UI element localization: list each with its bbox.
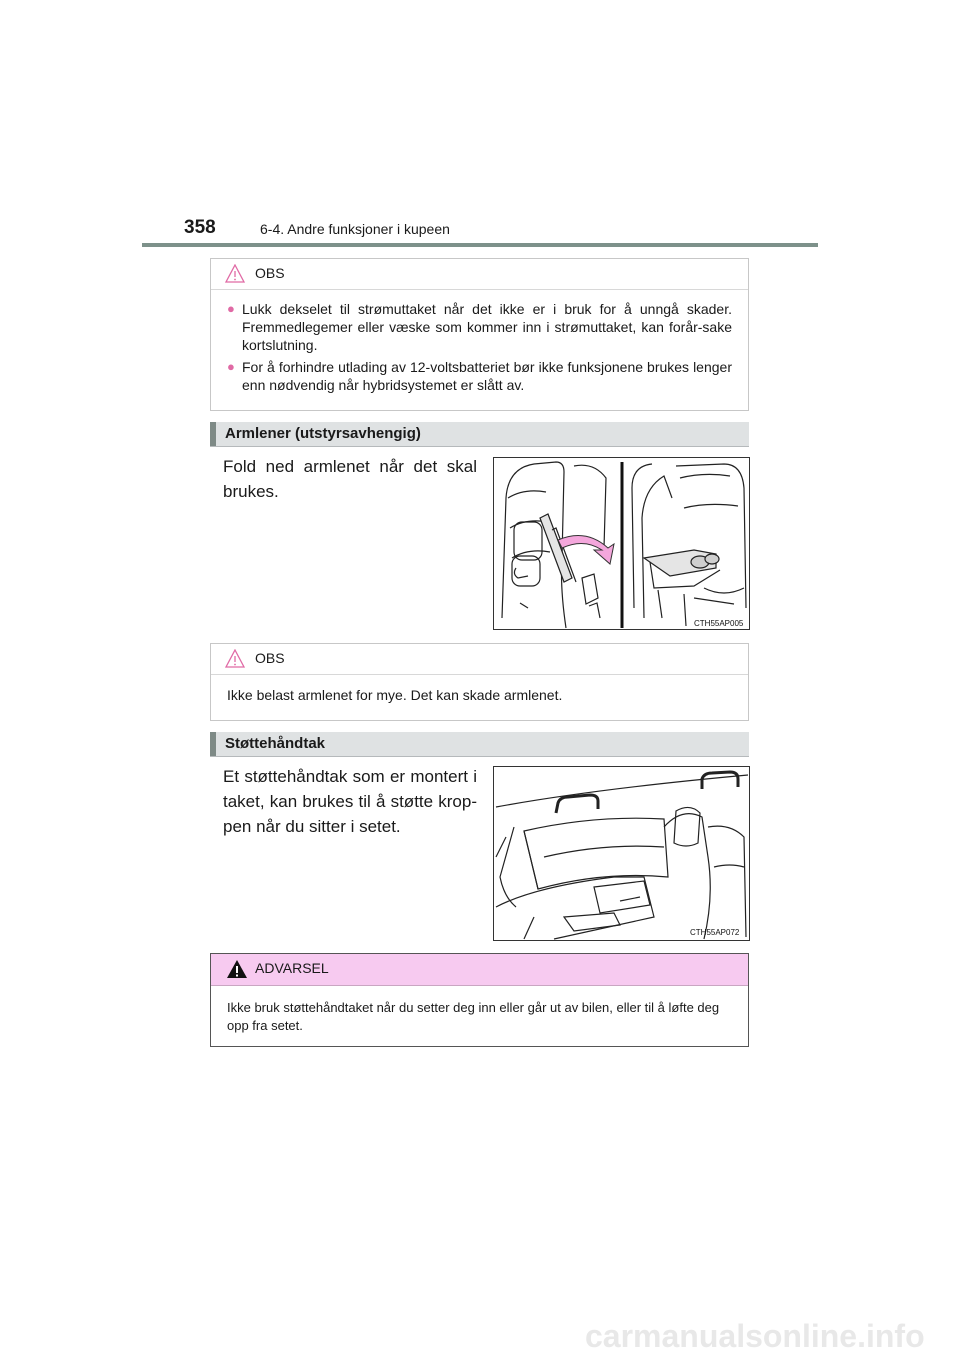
heading-marker — [210, 422, 216, 446]
caution-label: OBS — [255, 265, 285, 281]
caution-bullet-text: For å forhindre utlading av 12-voltsbatteriet bør ikke funksjonene brukes lenger enn nødvendig når hybridsystemet er slått av. — [242, 359, 732, 393]
section-title: 6-4. Andre funksjoner i kupeen — [260, 221, 450, 237]
armrest-illustration — [493, 457, 750, 630]
grip-figure-id: CTH55AP072 — [690, 928, 740, 937]
armrest-figure-id: CTH55AP005 — [694, 619, 744, 628]
warning-header — [211, 954, 748, 986]
armrest-instruction: Fold ned armlenet når det skal brukes. — [223, 457, 477, 501]
caution-bullet — [227, 358, 732, 394]
grip-description: Et støttehåndtak som er montert i taket, kan brukes til å støtte krop-pen når du sitter i setet. — [223, 767, 477, 836]
warning-label: ADVARSEL — [255, 960, 329, 976]
heading-marker — [210, 732, 216, 756]
caution-bullet-text: Lukk dekselet til strømuttaket når det ikke er i bruk for å unngå skader. Fremmedlegemer eller væske som kommer inn i strømuttaket, kan forår-sake kortslutning. — [242, 301, 732, 353]
header-rule — [142, 243, 818, 247]
caution-triangle-icon — [225, 264, 245, 283]
assist-grip-illustration — [493, 766, 750, 941]
caution-box-armrest — [210, 643, 749, 721]
grip-heading — [210, 732, 749, 757]
watermark: carmanualsonline.info — [585, 1318, 925, 1354]
caution-triangle-icon — [225, 649, 245, 668]
warning-text: Ikke bruk støttehåndtaket når du setter deg inn eller går ut av bilen, eller til å løfte deg opp fra setet. — [227, 1000, 720, 1033]
grip-heading-text: Støttehåndtak — [225, 735, 326, 752]
armrest-heading-text: Armlener (utstyrsavhengig) — [225, 425, 421, 442]
caution-header — [211, 644, 748, 675]
caution-bullet — [227, 300, 732, 354]
assist-grip-drawing — [494, 767, 749, 940]
bullet-dot-icon: ● — [227, 301, 235, 316]
caution-label: OBS — [255, 650, 285, 666]
armrest-heading — [210, 422, 749, 447]
bullet-dot-icon: ● — [227, 359, 235, 374]
caution-header — [211, 259, 748, 290]
warning-box-grip — [210, 953, 749, 1047]
warning-triangle-icon — [226, 959, 248, 979]
page-number: 358 — [184, 217, 216, 238]
caution-box-power-outlet — [210, 258, 749, 411]
armrest-drawing — [494, 458, 749, 629]
caution-text: Ikke belast armlenet for mye. Det kan skade armlenet. — [227, 687, 563, 703]
